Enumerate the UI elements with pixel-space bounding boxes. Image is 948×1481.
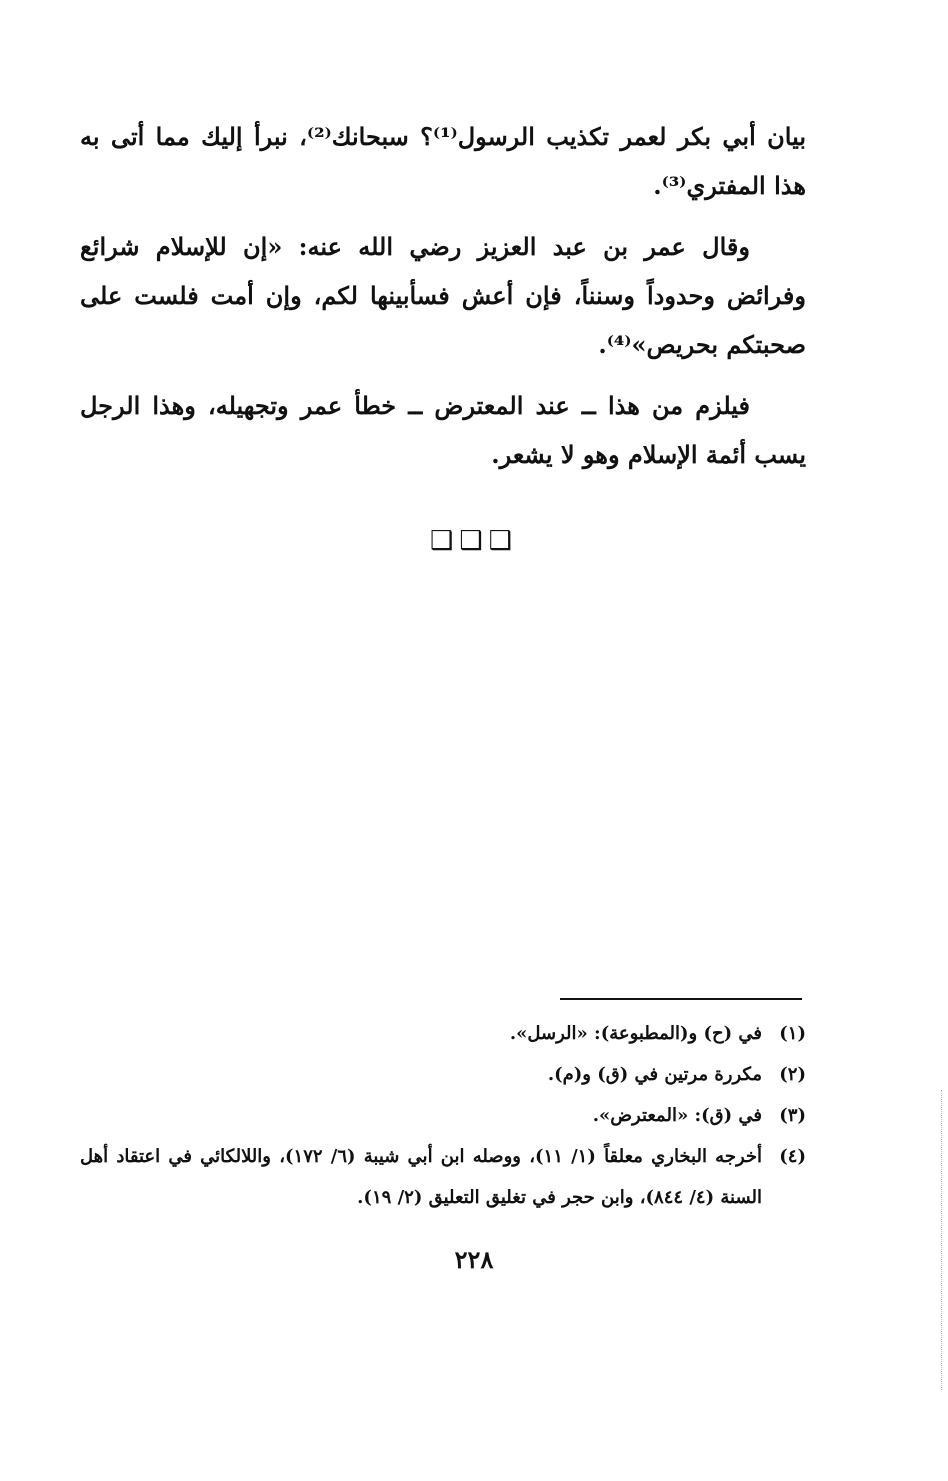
footnotes <box>80 1013 806 1218</box>
paragraph-3: فيلزم من هذا ــ عند المعترض ــ خطأ عمر وتجهيله، وهذا الرجل يسب أئمة الإسلام وهو لا يشعر. <box>80 391 806 469</box>
scan-edge-mark <box>941 1090 942 1390</box>
footnote-text: في (ح) و(المطبوعة): «الرسل». <box>509 1023 762 1044</box>
footnote-number: (٢) <box>779 1064 806 1085</box>
main-text <box>80 112 806 491</box>
paragraph-2: وقال عمر بن عبد العزيز رضي الله عنه: «إن للإسلام شرائع وفرائض وحدوداً وسنناً، فإن أعش فسأبينها لكم، وإن أمت فلست على صحبتكم بحريص»⁽⁴⁾. <box>80 232 806 359</box>
footnote-text: في (ق): «المعترض». <box>592 1105 762 1126</box>
footnote-item <box>80 1013 806 1054</box>
footnote-number: (٣) <box>779 1105 806 1126</box>
footnote-item <box>80 1054 806 1095</box>
footnote-separator <box>560 998 802 1000</box>
footnote-text: أخرجه البخاري معلقاً (١/ ١١)، ووصله ابن أبي شيبة (٦/ ١٧٢)، واللالكائي في اعتقاد أهل السنة (٤/ ٨٤٤)، وابن حجر في تغليق التعليق (٢/ ١٩). <box>80 1146 763 1208</box>
paragraph-1: بيان أبي بكر لعمر تكذيب الرسول⁽¹⁾؟ سبحانك⁽²⁾، نبرأ إليك مما أتى به هذا المفتري⁽³⁾. <box>80 122 806 200</box>
footnote-item <box>80 1095 806 1136</box>
section-ornament: ❑❑❑ <box>430 526 518 556</box>
page-number: ٢٢٨ <box>454 1245 494 1274</box>
footnote-item <box>80 1136 806 1218</box>
footnote-text: مكررة مرتين في (ق) و(م). <box>547 1064 762 1085</box>
footnote-number: (٤) <box>779 1146 806 1167</box>
footnote-number: (١) <box>779 1023 806 1044</box>
